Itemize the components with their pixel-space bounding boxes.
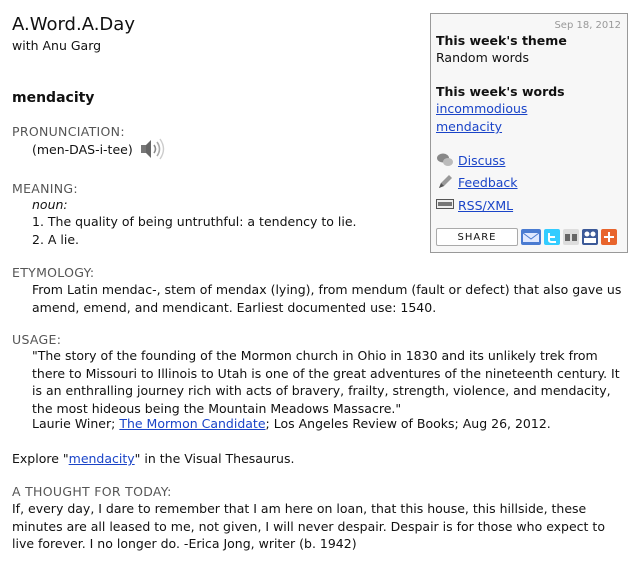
discuss-link[interactable]: Discuss — [458, 152, 506, 168]
meaning-pos: noun: — [32, 197, 68, 212]
rss-row[interactable] — [436, 197, 513, 213]
usage-author: Laurie Winer; — [32, 416, 116, 431]
feedback-row[interactable] — [436, 174, 518, 190]
pencil-icon — [436, 174, 454, 190]
sidebar-box — [430, 13, 628, 253]
word-heading: mendacity — [12, 90, 95, 106]
week-word-link-1[interactable]: incommodious — [436, 101, 528, 116]
digg-icon[interactable] — [563, 229, 579, 245]
explore-suffix: " in the Visual Thesaurus. — [134, 451, 295, 466]
theme-text: Random words — [436, 50, 529, 65]
usage-label: USAGE: — [12, 332, 62, 347]
theme-heading: This week's theme — [436, 33, 567, 48]
site-subtitle: with Anu Garg — [12, 38, 102, 53]
chat-bubbles-icon — [436, 152, 454, 168]
people-icon[interactable] — [582, 229, 598, 245]
email-icon[interactable] — [521, 229, 541, 245]
site-title: A.Word.A.Day — [12, 14, 135, 35]
pronunciation-label: PRONUNCIATION: — [12, 124, 125, 139]
explore-prefix: Explore " — [12, 451, 69, 466]
plus-icon[interactable] — [601, 229, 617, 245]
rss-link[interactable]: RSS/XML — [458, 197, 514, 213]
pronunciation-row — [32, 138, 165, 160]
pronunciation-text: (men-DAS-i-tee) — [32, 141, 133, 157]
definition-2: 2. A lie. — [32, 232, 80, 247]
thought-label: A THOUGHT FOR TODAY: — [12, 484, 172, 499]
usage-quote: "The story of the founding of the Mormon church in Ohio in 1830 and its unlikely trek from there to Missouri to Illinois to Utah is one of the great adventures of the nineteenth century. It is an enthralling journey rich with acts of bravery, frailty, strength, violence, and mendacity, the most hideous being the Mountain Meadows Massacre." — [32, 348, 620, 416]
share-row — [436, 228, 617, 246]
feedback-link[interactable]: Feedback — [458, 174, 518, 190]
explore-line — [12, 451, 294, 466]
words-heading: This week's words — [436, 84, 565, 99]
xml-icon — [436, 197, 454, 213]
speaker-icon[interactable] — [139, 138, 165, 160]
etymology-text: From Latin mendac-, stem of mendax (lying), from mendum (fault or defect) that also gave us amend, emend, and mendicant. Earliest documented use: 1540. — [32, 282, 622, 315]
discuss-row[interactable] — [436, 152, 505, 168]
usage-source-rest: ; Los Angeles Review of Books; Aug 26, 2012. — [265, 416, 551, 431]
definition-1: 1. The quality of being untruthful: a tendency to lie. — [32, 214, 357, 229]
visual-thesaurus-link[interactable]: mendacity — [68, 451, 135, 466]
etymology-label: ETYMOLOGY: — [12, 265, 95, 280]
twitter-icon[interactable] — [544, 229, 560, 245]
usage-citation — [32, 416, 551, 431]
meaning-label: MEANING: — [12, 181, 78, 196]
sidebar-date: Sep 18, 2012 — [554, 20, 621, 31]
week-word-link-2[interactable]: mendacity — [436, 119, 503, 134]
source-link[interactable]: The Mormon Candidate — [119, 416, 266, 431]
thought-text: If, every day, I dare to remember that I am here on loan, that this house, this hillside, these minutes are all leased to me, not given, I will never despair. Despair is for those who expect to live forever. I no longer do. -Erica Jong, writer (b. 1942) — [12, 501, 605, 551]
share-button[interactable]: SHARE — [436, 228, 518, 246]
